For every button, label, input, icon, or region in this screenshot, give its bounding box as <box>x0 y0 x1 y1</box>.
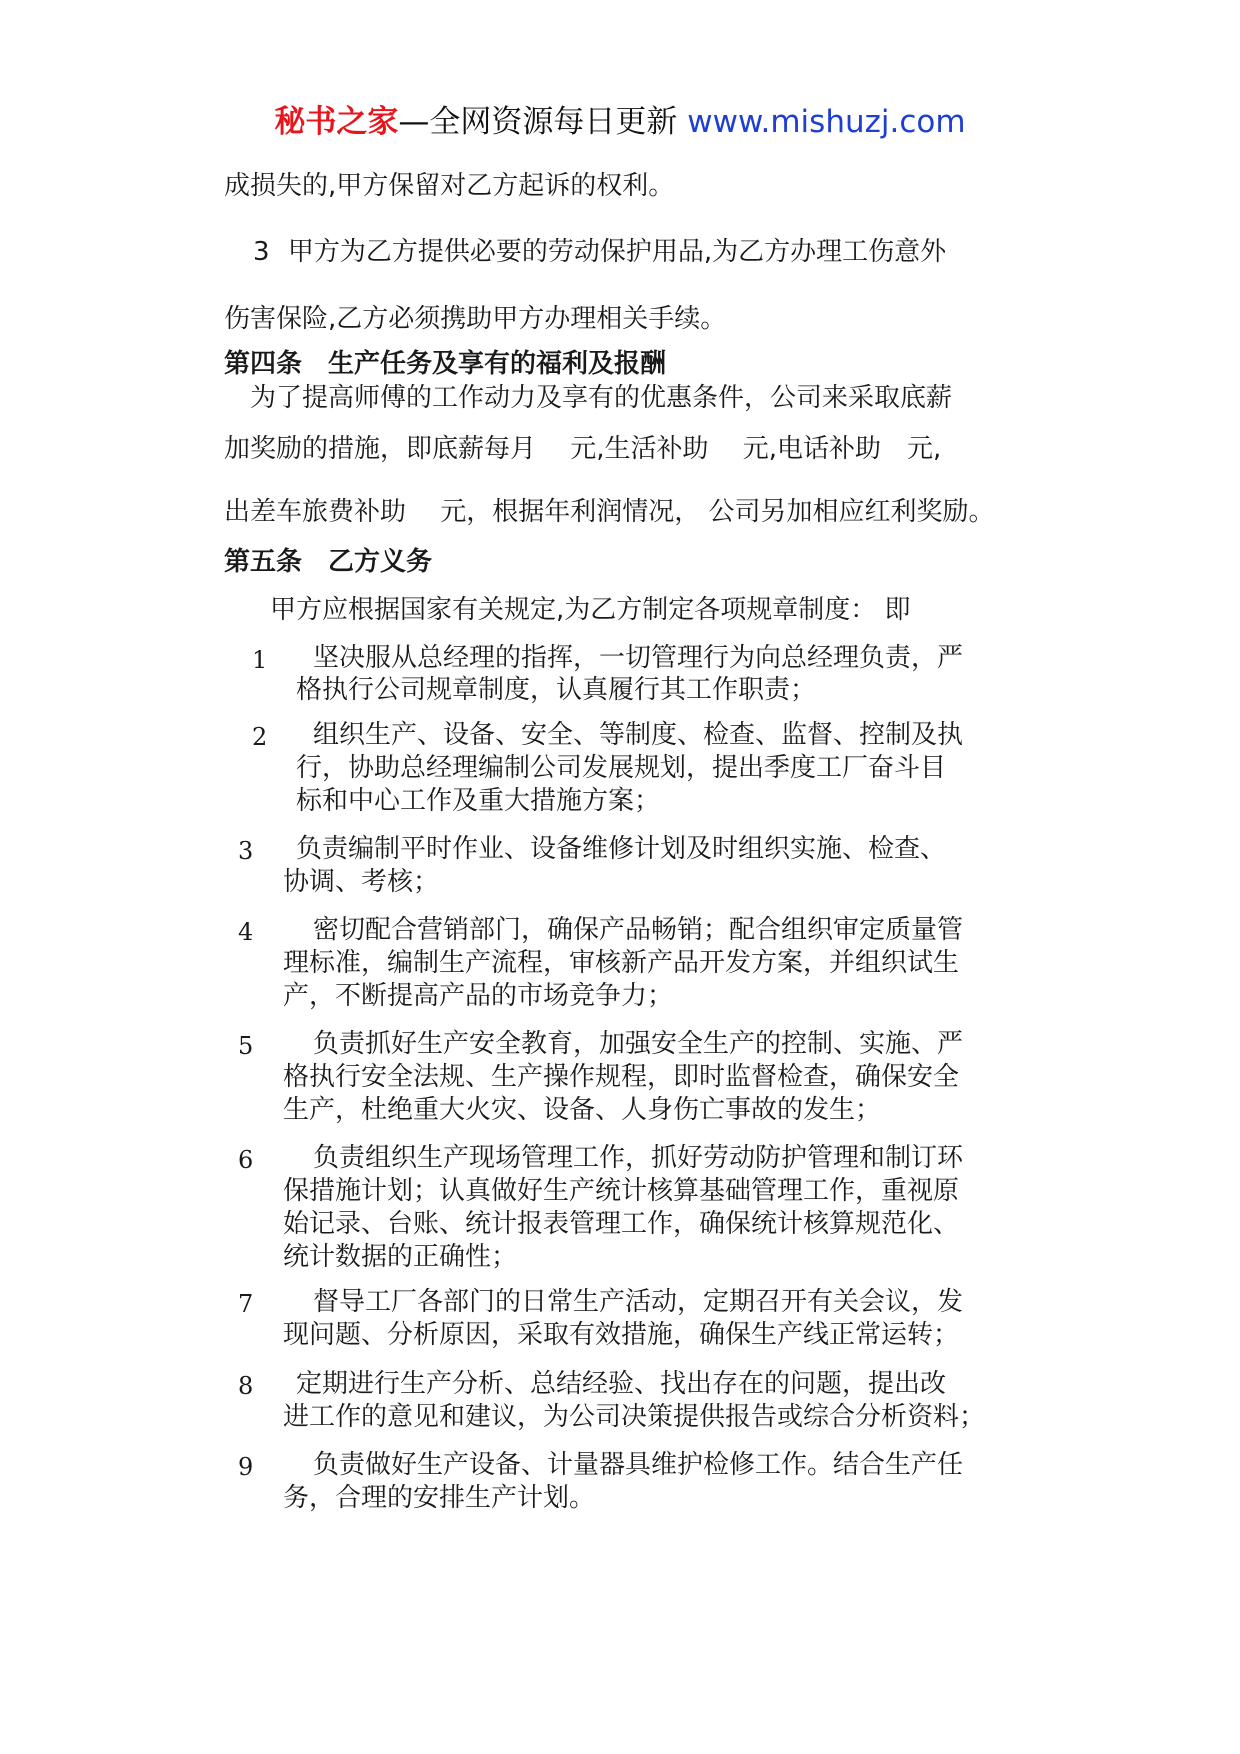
article-5-intro: 甲方应根据国家有关规定,为乙方制定各项规章制度： 即 <box>270 595 911 625</box>
article-4-heading: 第四条 生产任务及享有的福利及报酬 <box>224 349 667 379</box>
clause-text: 甲方为乙方提供必要的劳动保护用品,为乙方办理工伤意外 <box>287 237 947 267</box>
article-4-line-3: 出差车旅费补助 元，根据年利润情况， 公司另加相应红利奖励。 <box>224 497 995 527</box>
list-item-line: 务，合理的安排生产计划。 <box>283 1483 596 1513</box>
list-item-line: 组织生产、设备、安全、等制度、检查、监督、控制及执 <box>313 720 964 750</box>
list-item-line: 理标准，编制生产流程，审核新产品开发方案，并组织试生 <box>283 948 960 978</box>
list-item-line: 协调、考核； <box>283 867 440 897</box>
list-item-line: 进工作的意见和建议，为公司决策提供报告或综合分析资料； <box>283 1402 986 1432</box>
list-item-number: 2 <box>252 723 268 751</box>
list-item-number: 8 <box>238 1372 254 1400</box>
site-url-link[interactable]: www.mishuzj.com <box>687 104 966 140</box>
list-item-number: 1 <box>252 646 268 674</box>
list-item-line: 负责组织生产现场管理工作，抓好劳动防护管理和制订环 <box>313 1143 964 1173</box>
list-item-line: 督导工厂各部门的日常生产活动，定期召开有关会议，发 <box>313 1287 964 1317</box>
clause-number: 3 <box>253 237 270 267</box>
list-item-line: 生产，杜绝重大火灾、设备、人身伤亡事故的发生； <box>283 1095 882 1125</box>
list-item-line: 行，协助总经理编制公司发展规划，提出季度工厂奋斗目 <box>296 753 947 783</box>
list-item-line: 密切配合营销部门，确保产品畅销；配合组织审定质量管 <box>313 915 964 945</box>
list-item-number: 5 <box>238 1032 254 1060</box>
article-5-heading: 第五条 乙方义务 <box>224 547 433 577</box>
list-item-line: 统计数据的正确性； <box>283 1242 518 1272</box>
list-item-line: 产，不断提高产品的市场竞争力； <box>283 981 674 1011</box>
list-item-line: 标和中心工作及重大措施方案； <box>296 786 661 816</box>
list-item-number: 6 <box>238 1146 254 1174</box>
list-item-number: 4 <box>238 918 254 946</box>
list-item-line: 负责做好生产设备、计量器具维护检修工作。结合生产任 <box>313 1450 964 1480</box>
list-item-line: 始记录、台账、统计报表管理工作，确保统计核算规范化、 <box>283 1209 960 1239</box>
site-header <box>0 100 1240 144</box>
list-item-line: 负责抓好生产安全教育，加强安全生产的控制、实施、严 <box>313 1029 964 1059</box>
article-4-line-1: 为了提高师傅的工作动力及享有的优惠条件，公司来采取底薪 <box>250 383 953 413</box>
list-item-line: 格执行公司规章制度，认真履行其工作职责； <box>296 675 817 705</box>
brand-name: 秘书之家 <box>274 104 399 140</box>
article-4-line-2: 加奖励的措施，即底薪每月 元,生活补助 元,电话补助 元, <box>224 434 942 464</box>
list-item-number: 7 <box>238 1290 254 1318</box>
clause-3-line-2: 伤害保险,乙方必须携助甲方办理相关手续。 <box>224 304 727 334</box>
list-item-line: 负责编制平时作业、设备维修计划及时组织实施、检查、 <box>296 834 947 864</box>
body-line-1: 成损失的,甲方保留对乙方起诉的权利。 <box>224 171 675 201</box>
list-item-line: 坚决服从总经理的指挥，一切管理行为向总经理负责，严 <box>313 643 964 673</box>
list-item-line: 格执行安全法规、生产操作规程，即时监督检查，确保安全 <box>283 1062 960 1092</box>
list-item-number: 3 <box>238 837 254 865</box>
header-slogan: —全网资源每日更新 <box>398 104 678 140</box>
clause-3-line-1 <box>253 234 946 270</box>
list-item-line: 保措施计划；认真做好生产统计核算基础管理工作，重视原 <box>283 1176 960 1206</box>
list-item-line: 定期进行生产分析、总结经验、找出存在的问题，提出改 <box>296 1369 947 1399</box>
list-item-line: 现问题、分析原因，采取有效措施，确保生产线正常运转； <box>283 1320 960 1350</box>
list-item-number: 9 <box>238 1453 254 1481</box>
